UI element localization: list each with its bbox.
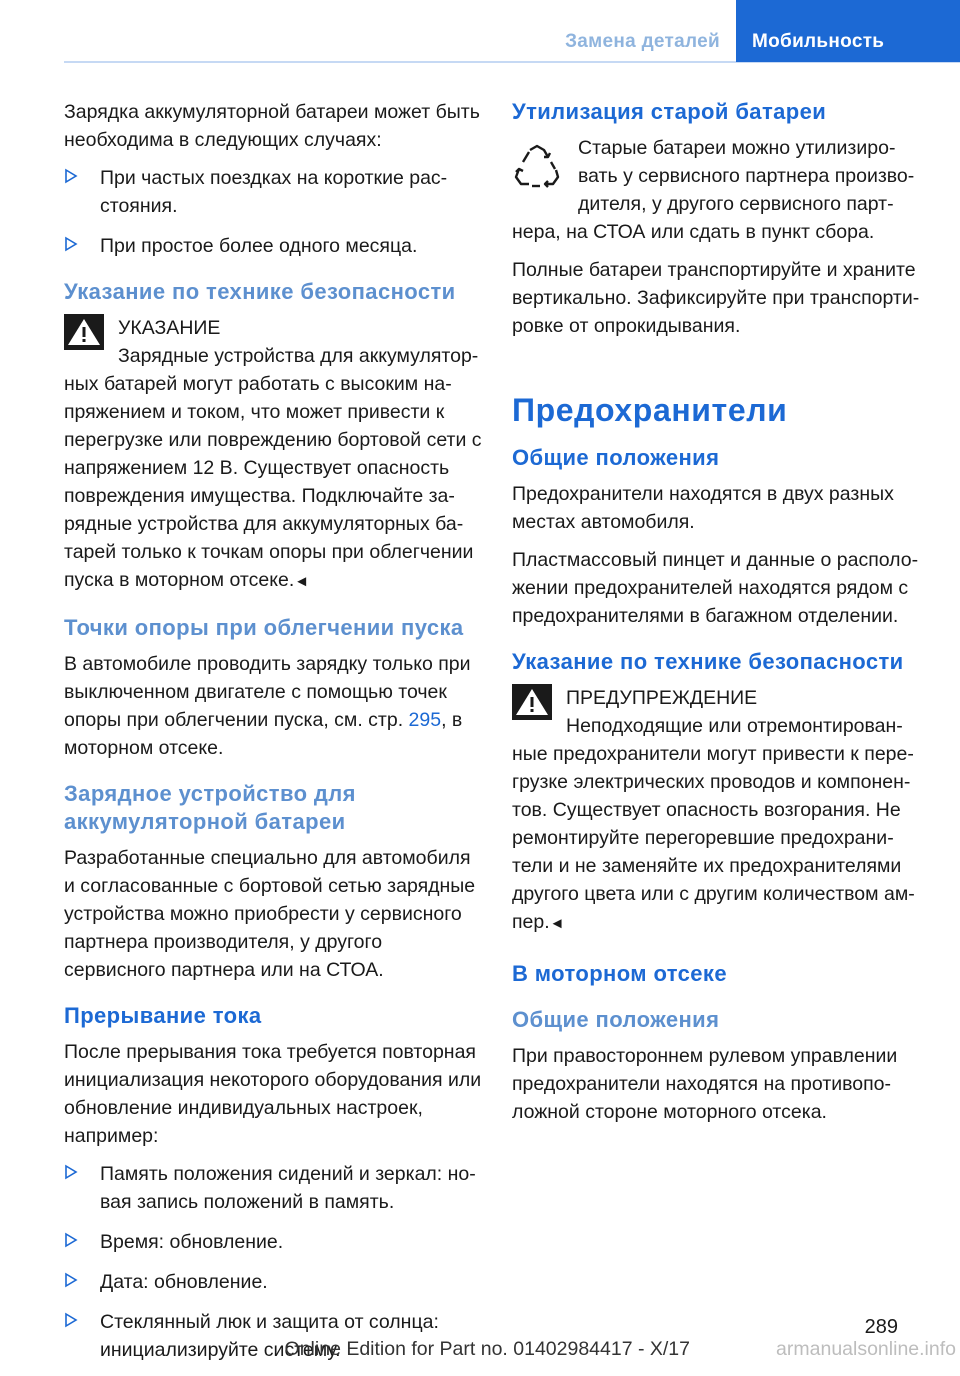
list-item: [64, 1160, 484, 1216]
list-item: [64, 232, 484, 260]
engine-bay-heading: В моторном отсеке: [512, 961, 727, 986]
warning-triangle-icon: [64, 314, 104, 350]
list-item-text: Дата: обновление.: [100, 1271, 268, 1293]
disposal-heading: Утилизация старой батареи: [512, 99, 827, 124]
page-header: [539, 0, 960, 62]
warning-label: ПРЕДУПРЕЖДЕНИЕ: [566, 687, 758, 709]
disposal-text: нера, на СТОА или сдать в пункт сбора.: [512, 221, 875, 243]
recycle-icon: [512, 142, 562, 192]
list-item-text: Память положения сидений и зеркал: новая запись положений в память.: [100, 1163, 476, 1213]
jump-start-heading: Точки опоры при облегчении пуска: [64, 615, 464, 640]
power-interruption-heading: Прерывание тока: [64, 1003, 262, 1028]
note-body: ных батарей могут работать с высоким напряжением и током, что может привести к перегрузке или повреждению бортовой сети с напряжением 12 В. Существует опасность повреждения имущества. Подключайте зарядные устройства для аккумуляторных батарей только к точкам опоры при облегчении пуска в моторном отсеке.: [64, 373, 482, 591]
list-item: [64, 1268, 484, 1296]
bullet-triangle-icon: [64, 1162, 78, 1182]
list-item: [64, 1228, 484, 1256]
intro-text: Зарядка аккумуляторной батареи может быть необходима в следующих случаях:: [64, 101, 480, 151]
safety-heading: Указание по технике безопасности: [64, 279, 456, 304]
general-text-1: Предохранители находятся в двух разных местах автомобиля.: [512, 483, 894, 533]
watermark-text: armanualsonline.info: [776, 1338, 956, 1360]
header-divider: [64, 61, 960, 63]
jump-text-before: В автомобиле проводить зарядку только при выключенном двигателе с помощью точек опоры при облегчении пуска, см. стр.: [64, 653, 471, 731]
warning-body: ные предохранители могут привести к перегрузке электрических проводов и компонентов. Существует опасность возгорания. Не ремонтируйте перегоревшие предохранители и не заменяйте их предохранителями другого цвета или с другим количеством ампер.: [512, 743, 915, 933]
bullet-triangle-icon: [64, 234, 78, 254]
charging-cases-list: [64, 164, 484, 260]
end-mark: ◄: [549, 915, 565, 932]
left-column: [64, 98, 484, 1376]
bullet-triangle-icon: [64, 1230, 78, 1250]
end-mark: ◄: [294, 573, 310, 590]
list-item: [64, 164, 484, 220]
jump-text-after: , в моторном отсеке.: [64, 709, 463, 759]
disposal-block: [512, 134, 922, 218]
edition-text: Online Edition for Part no. 01402984417 - X/17: [284, 1338, 690, 1360]
fuse-safety-heading: Указание по технике безопасности: [512, 649, 904, 674]
page-footer: [0, 1316, 960, 1362]
bullet-triangle-icon: [64, 166, 78, 186]
fuses-title: Предохранители: [512, 392, 788, 428]
charger-heading: Зарядное устройство для аккумуляторной батареи: [64, 781, 356, 834]
list-item-text: Стеклянный люк и защита от солнца: инициализируйте систему.: [100, 1311, 439, 1361]
list-item-text: Время: обновление.: [100, 1231, 284, 1253]
note-text: [64, 370, 484, 596]
power-interruption-text: После прерывания тока требуется повторная инициализация некоторого оборудования или обновление индивидуальных настроек, например:: [64, 1041, 482, 1147]
engine-text: При правостороннем рулевом управлении предохранители находятся на противоположной стороне моторного отсека.: [512, 1045, 898, 1123]
section-tab-parts-replacement[interactable]: Замена деталей: [565, 31, 720, 52]
disposal-first-lines: Старые батареи можно утилизировать у сервисного партнера производителя, у другого сервисного парт-: [578, 137, 915, 215]
disposal-text-2: Полные батареи транспортируйте и храните вертикально. Зафиксируйте при транспортировке от опрокидывания.: [512, 259, 920, 337]
right-column: [512, 98, 922, 1136]
warning-text: [512, 740, 922, 938]
bullet-triangle-icon: [64, 1270, 78, 1290]
charger-text: Разработанные специально для автомобиля и согласованные с бортовой сетью зарядные устройства можно приобрести у сервисного партнера производителя, у другого сервисного партнера или на СТОА.: [64, 847, 476, 981]
general-heading: Общие положения: [512, 445, 720, 470]
page-link-295[interactable]: 295: [408, 709, 442, 731]
note-label: УКАЗАНИЕ: [118, 317, 221, 339]
jump-start-text: [64, 650, 484, 762]
note-first-line: Зарядные устройства для аккумулятор-: [118, 345, 479, 367]
general-text-2: Пластмассовый пинцет и данные о расположении предохранителей находятся рядом с предохранителями в багажном отделении.: [512, 549, 919, 627]
list-item-text: При частых поездках на короткие расстояния.: [100, 167, 448, 217]
page-number: 289: [864, 1316, 898, 1338]
warning-first-line: Неподходящие или отремонтирован-: [566, 715, 903, 737]
engine-general-heading: Общие положения: [512, 1007, 720, 1032]
warning-triangle-icon: [512, 684, 552, 720]
list-item-text: При простое более одного месяца.: [100, 235, 418, 257]
section-tab-mobility[interactable]: Мобильность: [736, 0, 960, 62]
warning-block: [512, 684, 922, 740]
note-block: [64, 314, 484, 370]
